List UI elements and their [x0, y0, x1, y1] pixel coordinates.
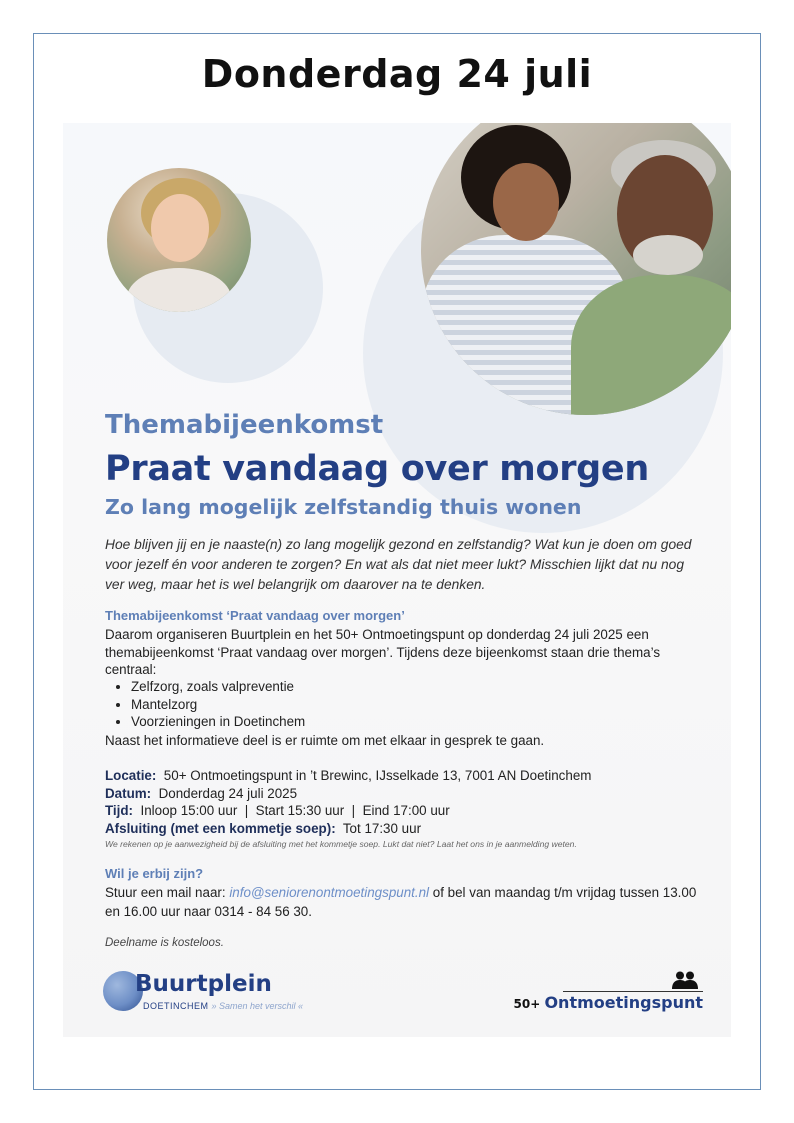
closing-value: Tot 17:30 uur	[342, 820, 422, 836]
ontmoetingspunt-logo	[513, 971, 703, 1012]
theme-item: • Zelfzorg, zoals valpreventie	[131, 678, 305, 696]
contact-email-link[interactable]: info@seniorenontmoetingspunt.nl	[229, 885, 430, 900]
contact-prefix: Stuur een mail naar:	[105, 885, 226, 900]
contact-info	[105, 883, 705, 921]
logo-prefix: 50+	[513, 997, 541, 1011]
closing-label: Afsluiting (met een kommetje soep):	[105, 820, 336, 836]
section-title: Themabijeenkomst ‘Praat vandaag over morgen’	[105, 608, 405, 623]
attendance-note: We rekenen op je aanwezigheid bij de afsluiting met het kommetje soep. Lukt dat niet? Laat het ons in je aanmelding weten.	[105, 839, 577, 849]
free-note: Deelname is kosteloos.	[105, 937, 224, 949]
buurtplein-logo-name: Buurtplein	[135, 971, 272, 997]
buurtplein-logo-city	[143, 1001, 303, 1011]
theme-list	[115, 678, 305, 731]
flyer-kicker: Themabijeenkomst	[105, 410, 384, 440]
theme-item: • Voorzieningen in Doetinchem	[131, 713, 305, 731]
ontmoetingspunt-logo-text	[514, 993, 704, 1012]
signup-question: Wil je erbij zijn?	[105, 866, 204, 881]
location-label: Locatie:	[105, 768, 157, 783]
flyer	[63, 123, 731, 1037]
buurtplein-city: DOETINCHEM	[143, 1001, 209, 1011]
date-row	[105, 785, 705, 803]
photo-couple	[421, 123, 731, 415]
logo-divider	[563, 991, 703, 992]
flyer-title: Praat vandaag over morgen	[105, 449, 649, 489]
location-row	[105, 767, 705, 785]
time-row	[105, 802, 705, 820]
buurtplein-logo	[103, 969, 323, 1019]
logo-name: Ontmoetingspunt	[544, 993, 703, 1012]
buurtplein-slogan: » Samen het verschil «	[211, 1001, 304, 1011]
contact-suffix: of bel van maandag t/m vrijdag tussen 13.00 en 16.00 uur naar 0314 - 84 56 30.	[105, 885, 697, 919]
page-heading: Donderdag 24 juli	[201, 52, 593, 96]
event-details	[105, 767, 705, 837]
closing-line: Naast het informatieve deel is er ruimte om met elkaar in gesprek te gaan.	[105, 733, 545, 748]
time-label: Tijd:	[105, 803, 134, 818]
date-value: Donderdag 24 juli 2025	[158, 785, 298, 801]
closing-row	[105, 820, 705, 838]
date-label: Datum:	[105, 785, 152, 801]
flyer-subtitle: Zo lang mogelijk zelfstandig thuis wonen	[105, 495, 582, 519]
flyer-intro: Hoe blijven jij en je naaste(n) zo lang mogelijk gezond en zelfstandig? Wat kun je doen om goed voor jezelf én voor anderen te zorgen? En wat als dat niet meer lukt? Misschien lijkt dat nu nog ver weg, maar het is wel belangrijk om daarover na te denken.	[105, 537, 692, 592]
theme-item: • Mantelzorg	[131, 696, 305, 714]
section-body: Daarom organiseren Buurtplein en het 50+ Ontmoetingspunt op donderdag 24 juli 2025 een themabijeenkomst ‘Praat vandaag over morgen’. Tijdens deze bijeenkomst staan drie thema’s centraal:	[105, 627, 661, 677]
photo-woman	[107, 168, 251, 312]
time-value: Inloop 15:00 uur | Start 15:30 uur | Eind 17:00 uur	[140, 803, 450, 818]
location-value: 50+ Ontmoetingspunt in ’t Brewinc, IJsselkade 13, 7001 AN Doetinchem	[163, 768, 592, 783]
